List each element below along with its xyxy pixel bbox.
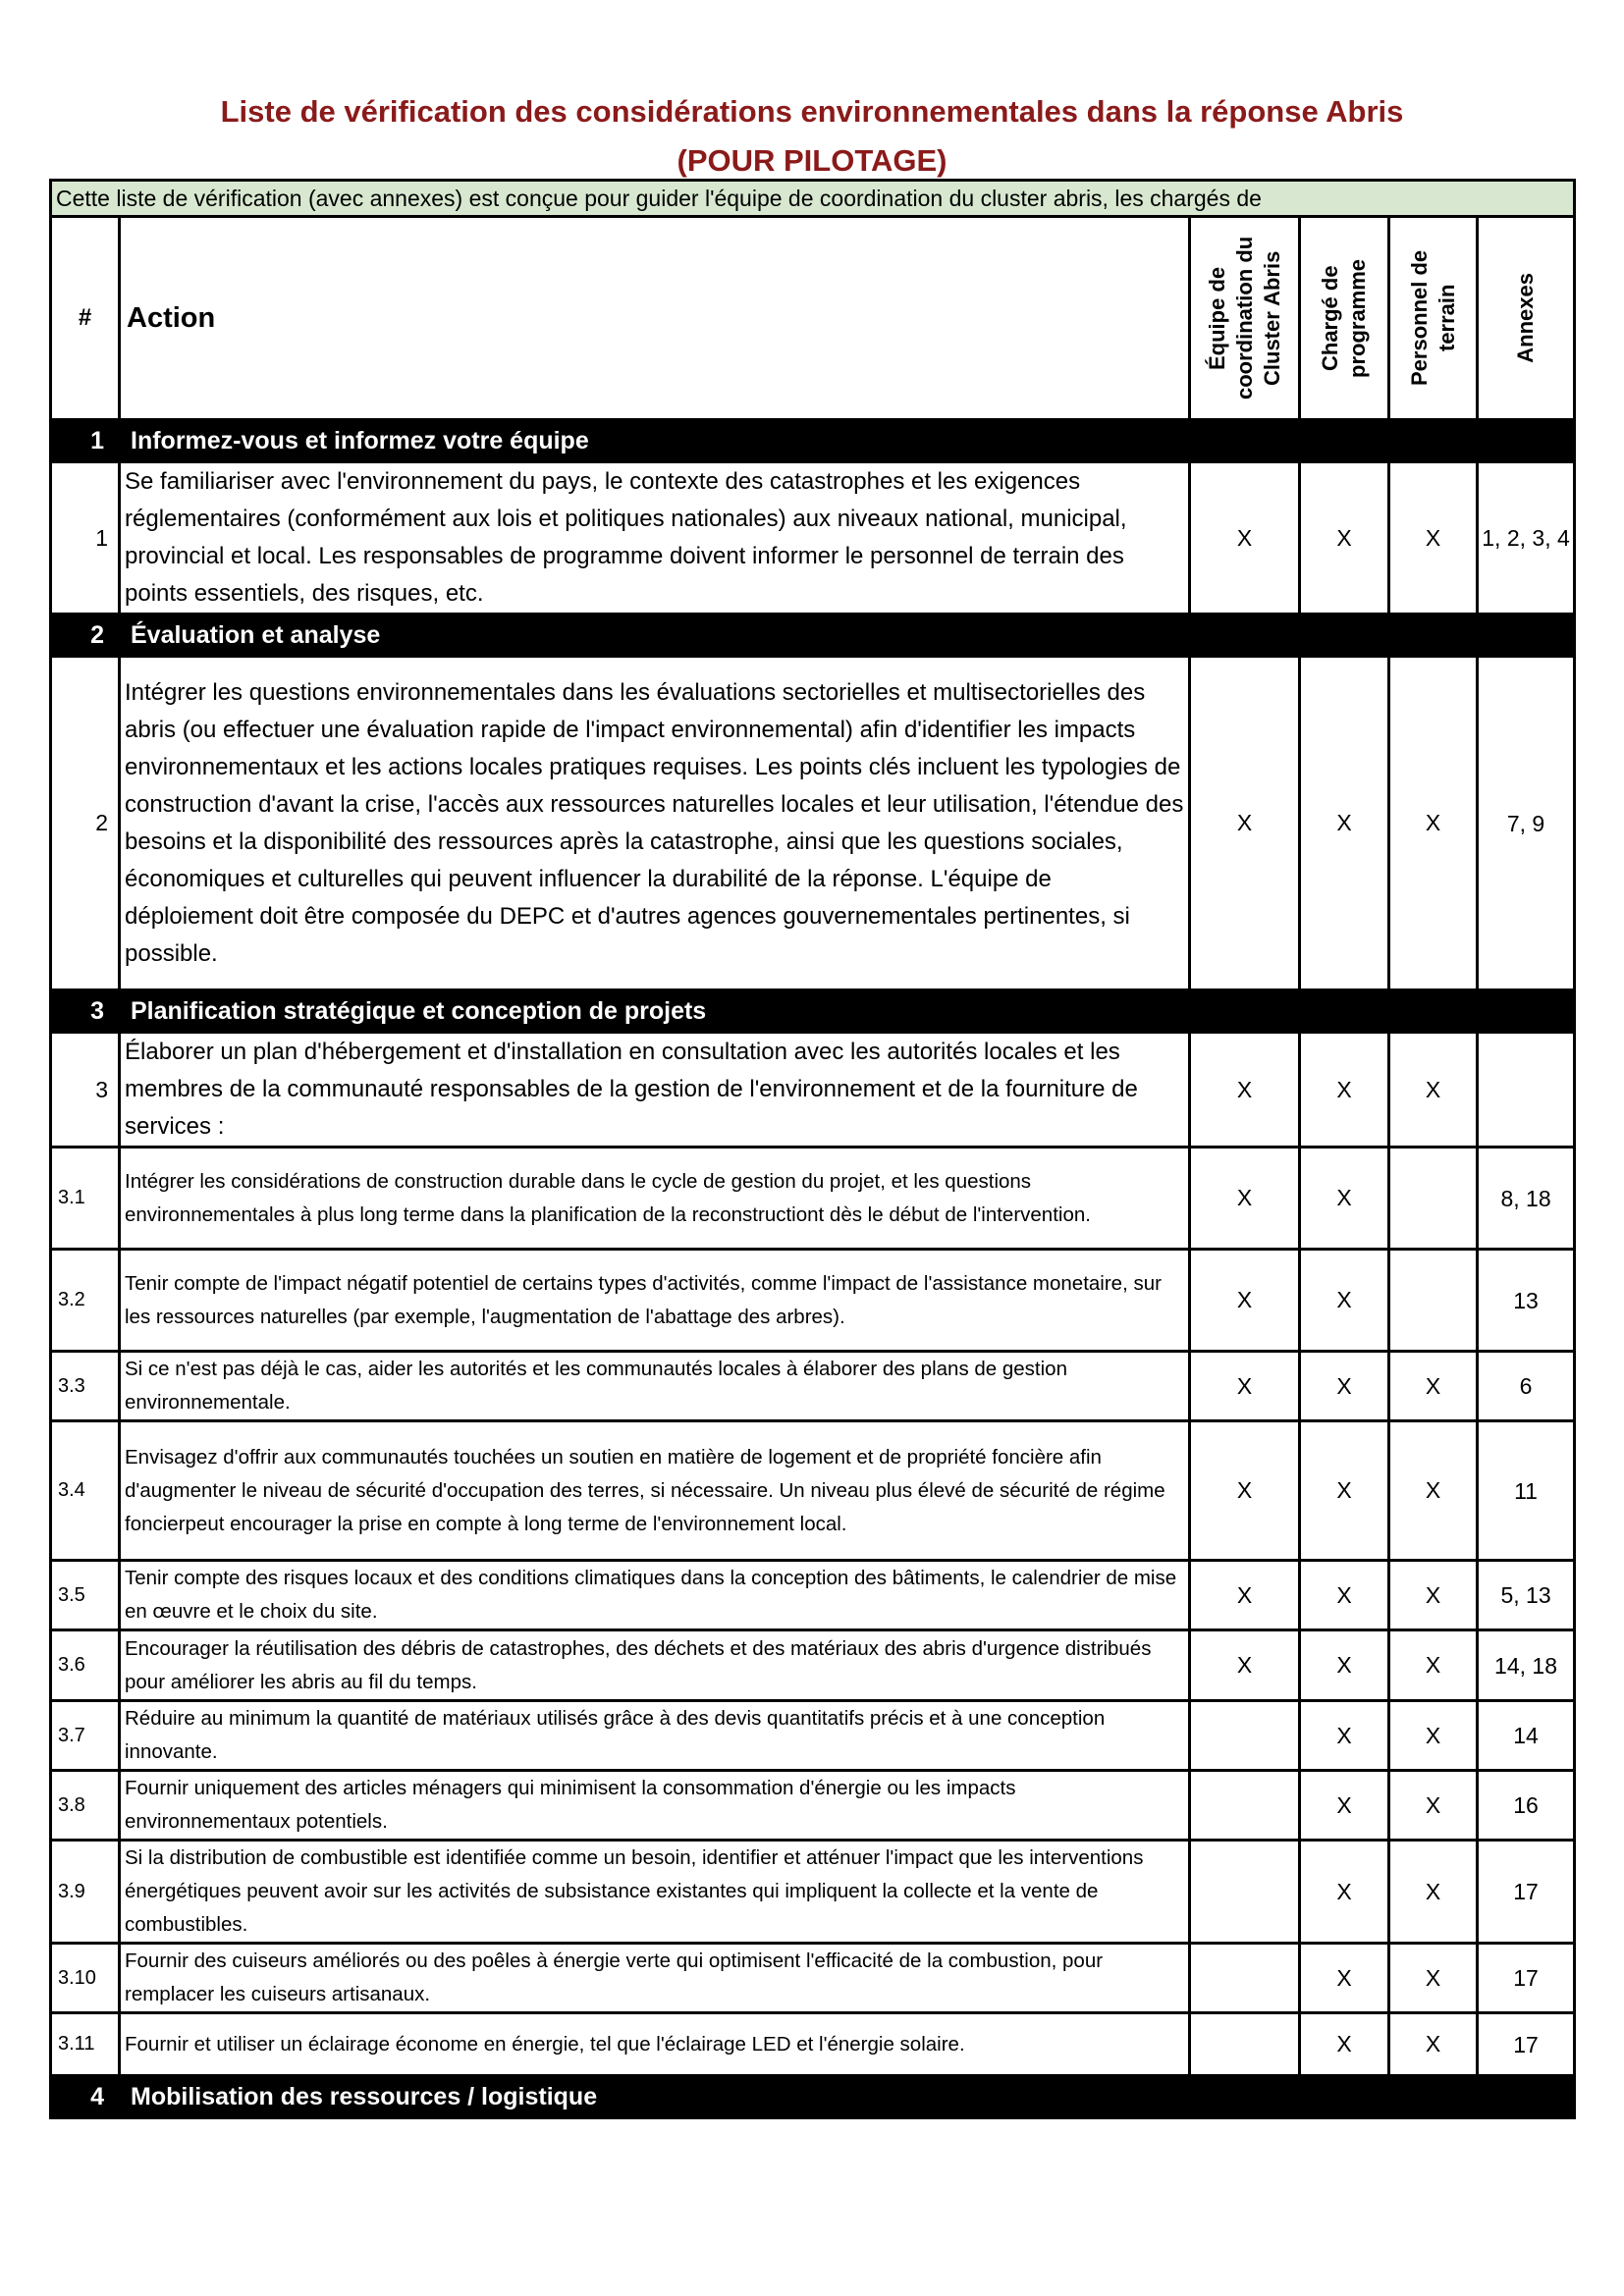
mark-programme: X	[1300, 1561, 1389, 1630]
mark-programme: X	[1300, 1421, 1389, 1561]
row-action: Fournir uniquement des articles ménagers qui minimisent la consommation d'énergie ou les impacts environnementaux potentiels.	[120, 1771, 1190, 1841]
mark-terrain: X	[1389, 1033, 1478, 1148]
document-title: Liste de vérification des considérations environnementales dans la réponse Abris	[220, 94, 1404, 129]
mark-terrain	[1389, 1250, 1478, 1352]
row-number: 3.6	[51, 1630, 120, 1701]
header-action: Action	[120, 217, 1190, 420]
mark-terrain: X	[1389, 1630, 1478, 1701]
row-number: 1	[51, 462, 120, 614]
mark-terrain: X	[1389, 1771, 1478, 1841]
mark-cluster	[1190, 1841, 1300, 1944]
mark-cluster: X	[1190, 1421, 1300, 1561]
table-row	[51, 1033, 1575, 1148]
note-row	[51, 181, 1575, 217]
row-action: Encourager la réutilisation des débris de catastrophes, des déchets et des matériaux des abris d'urgence distribués pour améliorer les abris au fil du temps.	[120, 1630, 1190, 1701]
section-title: Planification stratégique et conception de projets	[120, 990, 1575, 1033]
header-cluster-team: Équipe de coordination du Cluster Abris	[1190, 217, 1300, 420]
mark-cluster	[1190, 1771, 1300, 1841]
mark-cluster	[1190, 1701, 1300, 1771]
row-action: Si la distribution de combustible est identifiée comme un besoin, identifier et atténuer l'impact que les interventions énergétiques peuvent avoir sur les activités de subsistance existantes qui impliquent la collecte et la vente de combustibles.	[120, 1841, 1190, 1944]
table-row	[51, 1250, 1575, 1352]
table-row	[51, 1421, 1575, 1561]
row-annexes: 17	[1478, 1944, 1575, 2013]
row-annexes: 13	[1478, 1250, 1575, 1352]
table-row	[51, 657, 1575, 990]
row-number: 3.7	[51, 1701, 120, 1771]
row-action: Fournir et utiliser un éclairage économe en énergie, tel que l'éclairage LED et l'énergie solaire.	[120, 2013, 1190, 2076]
row-annexes: 17	[1478, 2013, 1575, 2076]
row-action: Se familiariser avec l'environnement du pays, le contexte des catastrophes et les exigences réglementaires (conformément aux lois et politiques nationales) aux niveaux national, municipal, provincial et local. Les responsables de programme doivent informer le personnel de terrain des points essentiels, des risques, etc.	[120, 462, 1190, 614]
table-row	[51, 2013, 1575, 2076]
row-annexes: 17	[1478, 1841, 1575, 1944]
table-row	[51, 1701, 1575, 1771]
row-number: 3.4	[51, 1421, 120, 1561]
row-action: Fournir des cuiseurs améliorés ou des poêles à énergie verte qui optimisent l'efficacité de la combustion, pour remplacer les cuiseurs artisanaux.	[120, 1944, 1190, 2013]
mark-terrain: X	[1389, 1841, 1478, 1944]
section-title: Informez-vous et informez votre équipe	[120, 420, 1575, 462]
mark-terrain	[1389, 1148, 1478, 1250]
row-number: 3.1	[51, 1148, 120, 1250]
section-title: Évaluation et analyse	[120, 614, 1575, 657]
row-number: 3.11	[51, 2013, 120, 2076]
mark-terrain: X	[1389, 2013, 1478, 2076]
section-header	[51, 2076, 1575, 2118]
table-row	[51, 1771, 1575, 1841]
header-field-staff: Personnel de terrain	[1389, 217, 1478, 420]
mark-programme: X	[1300, 462, 1389, 614]
mark-terrain: X	[1389, 1421, 1478, 1561]
mark-terrain: X	[1389, 1701, 1478, 1771]
row-annexes: 8, 18	[1478, 1148, 1575, 1250]
mark-cluster: X	[1190, 1352, 1300, 1421]
mark-cluster: X	[1190, 1033, 1300, 1148]
section-number: 3	[51, 990, 120, 1033]
mark-cluster	[1190, 2013, 1300, 2076]
header-programme-officer: Chargé de programme	[1300, 217, 1389, 420]
checklist-table	[49, 179, 1576, 2119]
mark-programme: X	[1300, 2013, 1389, 2076]
row-annexes: 14, 18	[1478, 1630, 1575, 1701]
row-annexes: 5, 13	[1478, 1561, 1575, 1630]
header-annexes: Annexes	[1478, 217, 1575, 420]
mark-programme: X	[1300, 1033, 1389, 1148]
header-num: #	[51, 217, 120, 420]
header-row	[51, 217, 1575, 420]
table-row	[51, 1944, 1575, 2013]
mark-programme: X	[1300, 1701, 1389, 1771]
section-title: Mobilisation des ressources / logistique	[120, 2076, 1575, 2118]
intro-note: Cette liste de vérification (avec annexes) est conçue pour guider l'équipe de coordination du cluster abris, les chargés de	[51, 181, 1575, 217]
mark-programme: X	[1300, 1771, 1389, 1841]
row-annexes: 16	[1478, 1771, 1575, 1841]
mark-cluster: X	[1190, 1561, 1300, 1630]
mark-programme: X	[1300, 1630, 1389, 1701]
mark-terrain: X	[1389, 462, 1478, 614]
row-number: 3.2	[51, 1250, 120, 1352]
row-action: Intégrer les considérations de construction durable dans le cycle de gestion du projet, et les questions environnementales à plus long terme dans la planification de la reconstructiont dès le début de l'intervention.	[120, 1148, 1190, 1250]
mark-terrain: X	[1389, 657, 1478, 990]
mark-programme: X	[1300, 1148, 1389, 1250]
section-number: 1	[51, 420, 120, 462]
row-annexes: 11	[1478, 1421, 1575, 1561]
mark-programme: X	[1300, 1250, 1389, 1352]
document-subtitle: (POUR PILOTAGE)	[677, 143, 947, 178]
mark-cluster	[1190, 1944, 1300, 2013]
mark-programme: X	[1300, 1944, 1389, 2013]
row-action: Tenir compte de l'impact négatif potentiel de certains types d'activités, comme l'impact de l'assistance monetaire, sur les ressources naturelles (par exemple, l'augmentation de l'abattage des arbres).	[120, 1250, 1190, 1352]
mark-cluster: X	[1190, 1148, 1300, 1250]
table-row	[51, 462, 1575, 614]
row-number: 3.8	[51, 1771, 120, 1841]
row-number: 3	[51, 1033, 120, 1148]
section-header	[51, 614, 1575, 657]
section-header	[51, 990, 1575, 1033]
table-row	[51, 1630, 1575, 1701]
row-action: Envisagez d'offrir aux communautés touchées un soutien en matière de logement et de propriété foncière afin d'augmenter le niveau de sécurité d'occupation des terres, si nécessaire. Un niveau plus élevé de sécurité de régime foncierpeut encourager la prise en compte à long terme de l'environnement local.	[120, 1421, 1190, 1561]
table-row	[51, 1841, 1575, 1944]
row-annexes: 1, 2, 3, 4	[1478, 462, 1575, 614]
mark-terrain: X	[1389, 1352, 1478, 1421]
table-row	[51, 1352, 1575, 1421]
row-number: 3.5	[51, 1561, 120, 1630]
section-number: 4	[51, 2076, 120, 2118]
row-annexes: 7, 9	[1478, 657, 1575, 990]
row-action: Réduire au minimum la quantité de matériaux utilisés grâce à des devis quantitatifs précis et à une conception innovante.	[120, 1701, 1190, 1771]
table-row	[51, 1561, 1575, 1630]
row-number: 3.9	[51, 1841, 120, 1944]
mark-cluster: X	[1190, 462, 1300, 614]
mark-programme: X	[1300, 1841, 1389, 1944]
row-number: 3.10	[51, 1944, 120, 2013]
row-action: Tenir compte des risques locaux et des conditions climatiques dans la conception des bâtiments, le calendrier de mise en œuvre et le choix du site.	[120, 1561, 1190, 1630]
row-annexes: 14	[1478, 1701, 1575, 1771]
mark-terrain: X	[1389, 1561, 1478, 1630]
table-row	[51, 1148, 1575, 1250]
mark-cluster: X	[1190, 1630, 1300, 1701]
row-annexes	[1478, 1033, 1575, 1148]
row-number: 2	[51, 657, 120, 990]
mark-programme: X	[1300, 1352, 1389, 1421]
row-action: Intégrer les questions environnementales dans les évaluations sectorielles et multisectorielles des abris (ou effectuer une évaluation rapide de l'impact environnemental) afin d'identifier les impacts environnementaux et les actions locales pratiques requises. Les points clés incluent les typologies de construction d'avant la crise, l'accès aux ressources naturelles locales et leur utilisation, l'étendue des besoins et la disponibilité des ressources après la catastrophe, ainsi que les questions sociales, économiques et culturelles qui peuvent influencer la durabilité de la réponse. L'équipe de déploiement doit être composée du DEPC et d'autres agences gouvernementales pertinentes, si possible.	[120, 657, 1190, 990]
mark-programme: X	[1300, 657, 1389, 990]
row-action: Si ce n'est pas déjà le cas, aider les autorités et les communautés locales à élaborer des plans de gestion environnementale.	[120, 1352, 1190, 1421]
mark-cluster: X	[1190, 657, 1300, 990]
section-header	[51, 420, 1575, 462]
mark-terrain: X	[1389, 1944, 1478, 2013]
section-number: 2	[51, 614, 120, 657]
mark-cluster: X	[1190, 1250, 1300, 1352]
row-number: 3.3	[51, 1352, 120, 1421]
row-annexes: 6	[1478, 1352, 1575, 1421]
row-action: Élaborer un plan d'hébergement et d'installation en consultation avec les autorités locales et les membres de la communauté responsables de la gestion de l'environnement et de la fourniture de services :	[120, 1033, 1190, 1148]
